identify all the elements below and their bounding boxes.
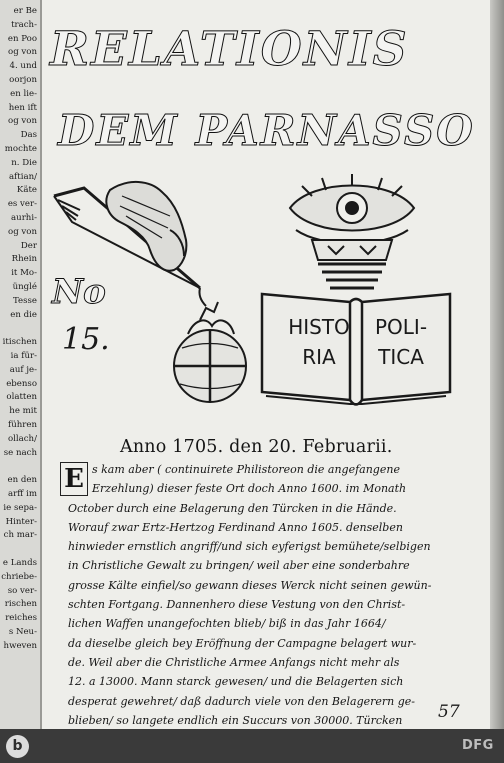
article-line: de. Weil aber die Christliche Armee Anfangs nicht mehr als bbox=[68, 655, 400, 669]
article-line: in Christliche Gewalt zu bringen/ weil aber eine sonderbahre bbox=[68, 559, 410, 573]
left-page-text-fragment: e Lands bbox=[2, 558, 37, 568]
left-page-text-fragment: og von bbox=[8, 226, 37, 237]
left-page-text-fragment: n. Die bbox=[11, 157, 37, 168]
article-line: hinwieder ernstlich angriff/und sich eyferigst bemühete/selbigen bbox=[68, 540, 431, 554]
dfg-logo: DFG bbox=[462, 738, 494, 753]
left-page-text-fragment: Das bbox=[20, 130, 37, 141]
left-page-text-fragment: og von bbox=[8, 47, 37, 58]
left-page-text-fragment: führen bbox=[8, 420, 37, 430]
article-line: October durch eine Belagerung den Türcken in die Hände. bbox=[68, 501, 397, 515]
left-page-text-fragment: ia für- bbox=[10, 351, 37, 361]
left-page-text-fragment: hweven bbox=[3, 640, 37, 651]
eye-column-woodcut-illustration bbox=[282, 168, 422, 298]
article-line: desperat gewehret/ daß dadurch viele von den Belagerern ge- bbox=[68, 694, 416, 708]
dateline: Anno 1705. den 20. Februarii. bbox=[120, 437, 393, 457]
left-page-text-fragment: aftian/ bbox=[8, 171, 37, 182]
viewer-footer-bar bbox=[0, 729, 504, 763]
left-page-text-fragment: hen ift bbox=[8, 102, 37, 113]
left-page-text-fragment: Der bbox=[20, 240, 37, 251]
left-page-text-fragment: chriebe- bbox=[1, 571, 37, 582]
left-page-text-fragment: Hinter- bbox=[5, 516, 37, 527]
left-page-text-fragment: es ver- bbox=[7, 199, 37, 210]
book-page-historia: HISTO RIA bbox=[288, 315, 350, 369]
left-page-text-fragment: it Mo- bbox=[11, 268, 37, 279]
article-line: grosse Kälte einfiel/so gewann dieses Werck nicht seinen gewün- bbox=[68, 578, 432, 592]
left-page-text-fragment: ie sepa- bbox=[3, 502, 37, 513]
masthead-title-line2: DEM PARNASSO bbox=[58, 106, 475, 155]
book-page-politica: POLI- TICA bbox=[374, 315, 428, 369]
left-page-edge bbox=[0, 0, 42, 729]
left-page-text-fragment: itischen bbox=[2, 337, 37, 348]
left-page-text-fragment: mochte bbox=[4, 144, 37, 154]
left-page-text-fragment: olatten bbox=[6, 392, 37, 403]
article-line: s kam aber ( continuirete Philistoreon die angefangene bbox=[92, 463, 400, 476]
article-line: Worauf zwar Ertz-Hertzog Ferdinand Anno 1605. denselben bbox=[68, 520, 403, 534]
left-page-text-fragment: en die bbox=[10, 309, 37, 320]
article-body bbox=[68, 460, 448, 729]
article-line: da dieselbe gleich bey Eröffnung der Campagne belagert wur- bbox=[68, 636, 417, 650]
left-page-text-fragment: he mit bbox=[9, 406, 37, 417]
left-page-text-fragment: ünglé bbox=[12, 282, 37, 292]
left-page-text-fragment: en Poo bbox=[7, 33, 37, 44]
left-page-text-fragment: Tesse bbox=[12, 295, 37, 306]
left-page-text-fragment: oorjon bbox=[9, 75, 37, 85]
left-page-text-fragment: auf je- bbox=[9, 364, 37, 375]
left-page-text-fragment: rischen bbox=[4, 599, 37, 610]
article-line: schten Fortgang. Dannenhero diese Vestung von den Christ- bbox=[68, 598, 406, 612]
left-page-text-fragment: trach- bbox=[11, 19, 37, 30]
left-page-text-fragment: s Neu- bbox=[8, 627, 37, 637]
left-page-text-fragment: en lie- bbox=[10, 88, 37, 99]
decorative-initial: E bbox=[60, 462, 88, 496]
left-page-text-fragment: reiches bbox=[5, 613, 37, 624]
left-page-text-fragment: ollach/ bbox=[7, 433, 37, 444]
article-line: lichen Waffen unangefochten blieb/ biß in das Jahr 1664/ bbox=[68, 617, 386, 631]
article-line: 12. a 13000. Mann starck gewesen/ und die Belagerten sich bbox=[68, 675, 404, 689]
masthead-title-line1: RELATIONIS bbox=[50, 22, 409, 77]
left-page-text-fragment: og von bbox=[8, 116, 37, 127]
left-page-text-fragment: en den bbox=[7, 475, 37, 486]
issue-number: 15. bbox=[62, 322, 110, 357]
page-edge-shadow bbox=[490, 0, 504, 729]
view-badge[interactable]: b bbox=[6, 735, 29, 758]
left-page-text-fragment: aurhi- bbox=[11, 213, 37, 223]
page-number: 57 bbox=[438, 702, 460, 722]
left-page-text-fragment: ebenso bbox=[6, 378, 37, 389]
left-page-text-fragment: arff im bbox=[8, 489, 37, 499]
left-page-text-fragment: Rhein bbox=[11, 254, 37, 265]
left-page-text-fragment: Käte bbox=[16, 185, 37, 196]
left-page-text-fragment: ch mar- bbox=[3, 530, 37, 541]
left-page-text-fragment: er Be bbox=[13, 6, 37, 16]
article-line: blieben/ so langete endlich ein Succurs von 30000. Türcken bbox=[68, 713, 403, 727]
issue-number-label: No bbox=[52, 272, 106, 312]
article-line: Erzehlung) dieser feste Ort doch Anno 1600. im Monath bbox=[92, 482, 407, 496]
left-page-text-fragment: 4. und bbox=[9, 61, 37, 72]
left-page-text-fragment: so ver- bbox=[7, 585, 37, 596]
left-page-text-fragment: se nach bbox=[3, 447, 37, 458]
